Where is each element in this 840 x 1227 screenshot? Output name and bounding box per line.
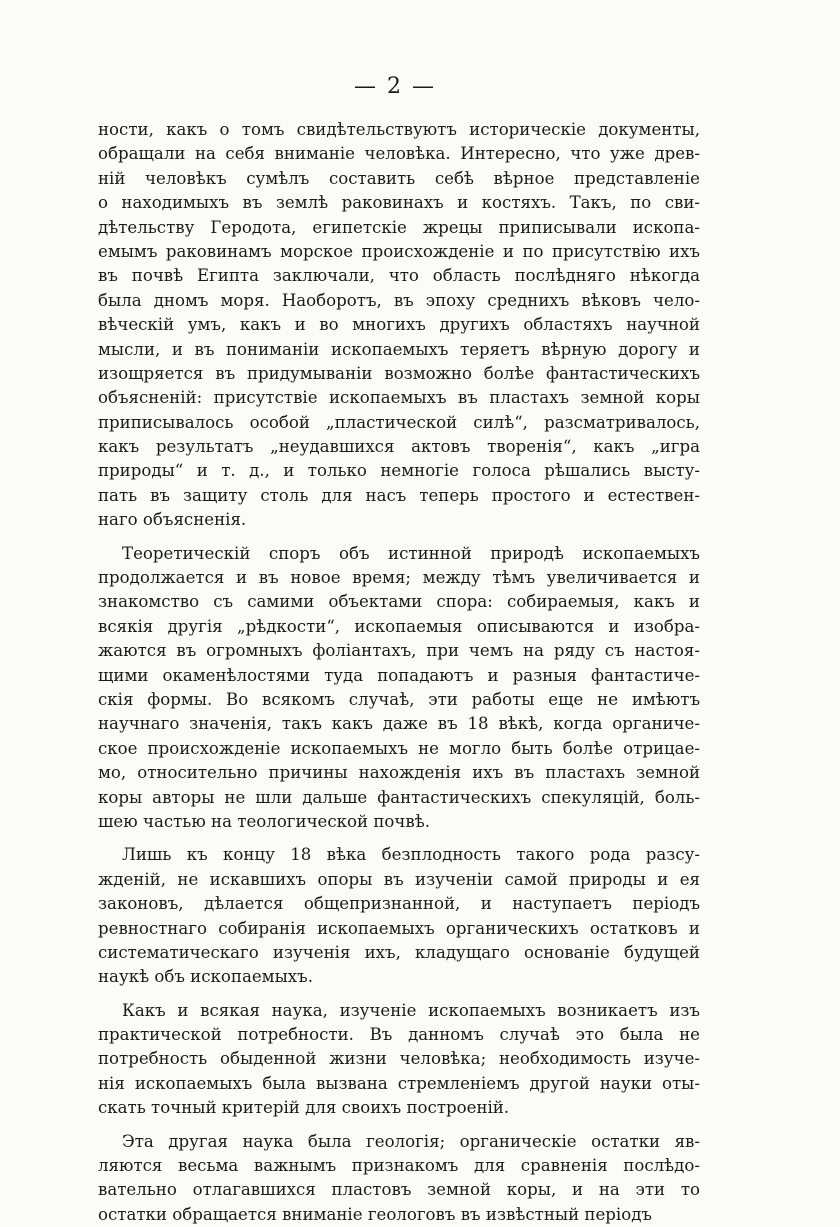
text-line: щими окаменѣлостями туда попадаютъ и разныя фантастиче- [98, 665, 700, 685]
text-line: приписывалось особой „пластической силѣ“, разсматривалось, [98, 412, 700, 432]
text-line: Эта другая наука была геологія; органическіе остатки яв- [122, 1131, 700, 1151]
text-line: была дномъ моря. Наоборотъ, въ эпоху среднихъ вѣковъ чело- [98, 290, 700, 310]
text-line: ревностнаго собиранія ископаемыхъ органическихъ остатковъ и [98, 918, 700, 938]
text-line: какъ результатъ „неудавшихся актовъ творенія“, какъ „игра [98, 437, 700, 457]
paragraph [98, 118, 700, 533]
text-line: природы“ и т. д., и только немногіе голоса рѣшались высту- [98, 461, 700, 481]
text-line: нія ископаемыхъ была вызвана стремленіемъ другой науки оты- [98, 1073, 700, 1093]
text-line: практической потребности. Въ данномъ случаѣ это была не [98, 1025, 700, 1045]
text-line: ское происхожденіе ископаемыхъ не могло быть болѣе отрицае- [98, 738, 700, 758]
text-line: скія формы. Во всякомъ случаѣ, эти работы еще не имѣютъ [98, 689, 700, 709]
text-line: наго объясненія. [98, 510, 247, 530]
text-line: о находимыхъ въ землѣ раковинахъ и костяхъ. Такъ, по сви- [98, 193, 700, 213]
text-line: въ почвѣ Египта заключали, что область послѣдняго нѣкогда [98, 266, 700, 286]
text-line: вательно отлагавшихся пластовъ земной коры, и на эти то [98, 1180, 700, 1200]
text-line: скать точный критерій для своихъ построеній. [98, 1098, 510, 1118]
text-line: научнаго значенія, такъ какъ даже въ 18 вѣкѣ, когда органиче- [98, 714, 700, 734]
text-line: всякія другія „рѣдкости“, ископаемыя описываются и изобра- [98, 616, 700, 636]
paragraph [98, 542, 700, 835]
text-line: наукѣ объ ископаемыхъ. [98, 967, 313, 987]
text-line: объясненій: присутствіе ископаемыхъ въ пластахъ земной коры [98, 388, 700, 408]
text-line: систематическаго изученія ихъ, кладущаго основаніе будущей [98, 942, 700, 962]
text-line: ляются весьма важнымъ признакомъ для сравненія послѣдо- [98, 1156, 700, 1176]
text-line: емымъ раковинамъ морское происхожденіе и по присутствію ихъ [98, 241, 700, 261]
text-line: коры авторы не шли дальше фантастическихъ спекуляцій, боль- [98, 787, 700, 807]
text-line: жденій, не искавшихъ опоры въ изученіи самой природы и ея [98, 869, 700, 889]
text-line: изощряется въ придумываніи возможно болѣе фантастическихъ [98, 363, 700, 383]
page-number: — 2 — [354, 74, 436, 99]
paragraph-gap [98, 533, 700, 542]
text-line: жаются въ огромныхъ фоліантахъ, при чемъ на ряду съ настоя- [98, 641, 700, 661]
paragraph-gap [98, 834, 700, 843]
text-line: обращали на себя вниманіе человѣка. Интересно, что уже древ- [98, 144, 700, 164]
paragraph-gap [98, 990, 700, 999]
text-line: Лишь къ концу 18 вѣка безплодность такого рода разсу- [122, 845, 700, 865]
text-line: потребность обыденной жизни человѣка; необходимость изуче- [98, 1049, 700, 1069]
text-line: мо, относительно причины нахожденія ихъ въ пластахъ земной [98, 763, 700, 783]
text-line: шею частью на теологической почвѣ. [98, 811, 430, 831]
paragraph [98, 999, 700, 1121]
text-line: Теоретическій споръ объ истинной природѣ ископаемыхъ [122, 543, 700, 563]
text-line: ній человѣкъ сумѣлъ составить себѣ вѣрное представленіе [98, 168, 700, 188]
text-line: продолжается и въ новое время; между тѣмъ увеличивается и [98, 568, 700, 588]
text-line: дѣтельству Геродота, египетскіе жрецы приписывали ископа- [98, 217, 700, 237]
text-line: Какъ и всякая наука, изученіе ископаемыхъ возникаетъ изъ [122, 1000, 700, 1020]
paragraph-gap [98, 1121, 700, 1130]
text-line: законовъ, дѣлается общепризнанной, и наступаетъ періодъ [98, 894, 700, 914]
text-line: пать въ защиту столь для насъ теперь простого и естествен- [98, 485, 700, 505]
text-line: вѣческій умъ, какъ и во многихъ другихъ областяхъ научной [98, 315, 700, 335]
body-text [98, 118, 700, 1227]
text-line: знакомство съ самими объектами спора: собираемыя, какъ и [98, 592, 700, 612]
text-line: мысли, и въ пониманіи ископаемыхъ теряетъ вѣрную дорогу и [98, 339, 700, 359]
paragraph [98, 1130, 700, 1227]
text-line: ности, какъ о томъ свидѣтельствуютъ историческіе документы, [98, 120, 700, 139]
paragraph [98, 843, 700, 989]
text-line: остатки обращается вниманіе геологовъ въ извѣстный періодъ [98, 1204, 652, 1224]
